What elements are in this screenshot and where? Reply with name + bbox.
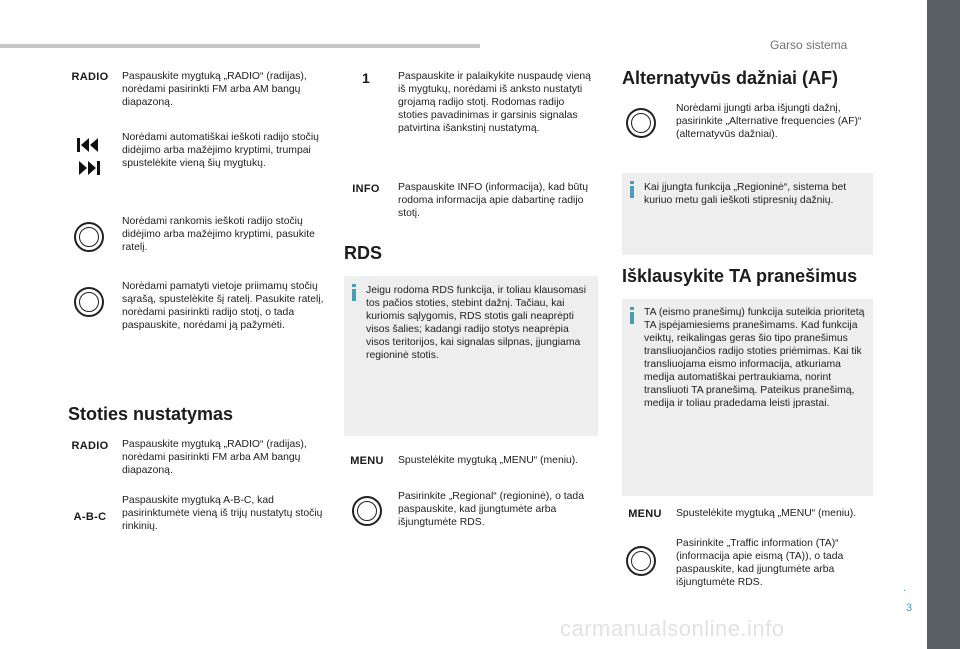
menu-description: Spustelėkite mygtuką „MENU“ (meniu). — [676, 508, 857, 519]
abc-description: Paspauskite mygtuką A-B-C, kad pasirinktumėte vieną iš trijų nustatytų stočių rinkinių. — [122, 495, 323, 532]
manual-tune-description: Norėdami rankomis ieškoti radijo stočių didėjimo arba mažėjimo kryptimi, pasukite ratelį. — [122, 216, 315, 253]
header-rule — [0, 44, 480, 48]
ta-note-text: TA (eismo pranešimų) funkcija suteikia prioritetą TA įspėjamiesiems pranešimams. Kad funkcija veiktų, reikalingas geras šio tipo pranešimus transliuojančios radijo stoties priėmimas. Kai tik transliuojama eismo informacija, atkuriama medija automatiškai pertraukiama, norint transliuoti TA pranešimą. Pateikus pranešimą, medija ir toliau pradedama leisti įprastai. — [644, 307, 865, 409]
af-heading: Alternatyvūs dažniai (AF) — [622, 68, 839, 88]
page-number: 3 — [906, 602, 913, 614]
preset-one-label: 1 — [361, 70, 371, 86]
af-description: Norėdami įjungti arba išjungti dažnį, pasirinkite „Alternative frequencies (AF)“ (alternatyvūs dažniai). — [676, 103, 862, 140]
knob-icon — [626, 546, 656, 576]
side-tab — [927, 0, 960, 649]
knob-icon — [74, 222, 104, 252]
menu-button-label: MENU — [628, 508, 662, 520]
info-description: Paspauskite INFO (informacija), kad būtų rodoma informacija apie dabartinę radijo stotį. — [398, 182, 588, 219]
info-icon — [352, 289, 356, 301]
af-note-text: Kai įjungta funkcija „Regioninė“, sistema bet kuriuo metu gali ieškoti stipresnių dažnių. — [644, 182, 847, 206]
ta-heading: Išklausykite TA pranešimus — [622, 266, 858, 286]
page-marker: . — [903, 582, 907, 594]
info-icon — [630, 312, 634, 324]
seek-description: Norėdami automatiškai ieškoti radijo stočių didėjimo arba mažėjimo kryptimi, trumpai spustelėkite vieną šių mygtukų. — [122, 132, 319, 169]
info-icon — [630, 186, 634, 198]
preset-description: Paspauskite ir palaikykite nuspaudę vieną iš mygtukų, norėdami iš anksto nustatyti grojamą radijo stotį. Rodomas radijo stoties pavadinimas ir garsinis signalas patvirtina išankstinį nustatymą. — [398, 71, 591, 134]
menu-button-label: MENU — [350, 455, 384, 467]
watermark: carmanualsonline.info — [560, 616, 785, 641]
knob-icon — [74, 287, 104, 317]
presets-heading: Stoties nustatymas — [68, 404, 234, 424]
knob-icon — [352, 496, 382, 526]
seek-back-icon — [76, 137, 102, 158]
radio-button-label: RADIO — [71, 440, 109, 452]
radio-description: Paspauskite mygtuką „RADIO“ (radijas), norėdami pasirinkti FM arba AM bangų diapazoną. — [122, 439, 307, 476]
radio-description: Paspauskite mygtuką „RADIO“ (radijas), norėdami pasirinkti FM arba AM bangų diapazoną. — [122, 71, 307, 108]
rds-note-text: Jeigu rodoma RDS funkcija, ir toliau klausomasi tos pačios stoties, stebint dažnį. Tačiau, kai kuriomis sąlygomis, RDS stotis gali neaprėpti visos šalies; kadangi radijo stotys neaprėpia visos teritorijos, kai signalas silpnas, įjungiama regioninė stotis. — [366, 285, 587, 361]
abc-button-label: A-B-C — [73, 511, 107, 523]
regional-description: Pasirinkite „Regional“ (regioninė), o tada paspauskite, kad įjungtumėte arba išjungtumėte RDS. — [398, 491, 584, 528]
traffic-info-description: Pasirinkite „Traffic information (TA)“ (informacija apie eismą (TA)), o tada paspauskite, kad įjungtumėte arba išjungtumėte RDS. — [676, 538, 844, 588]
seek-forward-icon — [76, 160, 102, 181]
section-title: Garso sistema — [770, 38, 848, 52]
radio-button-label: RADIO — [71, 71, 109, 83]
menu-description: Spustelėkite mygtuką „MENU“ (meniu). — [398, 455, 579, 466]
info-button-label: INFO — [352, 183, 380, 195]
station-list-description: Norėdami pamatyti vietoje priimamų stočių sąrašą, spustelėkite šį ratelį. Pasukite ratelį, norėdami pasirinkti radijo stotį, o tada paspauskite, norėdami ją pažymėti. — [122, 281, 324, 331]
rds-heading: RDS — [344, 243, 383, 263]
knob-icon — [626, 108, 656, 138]
